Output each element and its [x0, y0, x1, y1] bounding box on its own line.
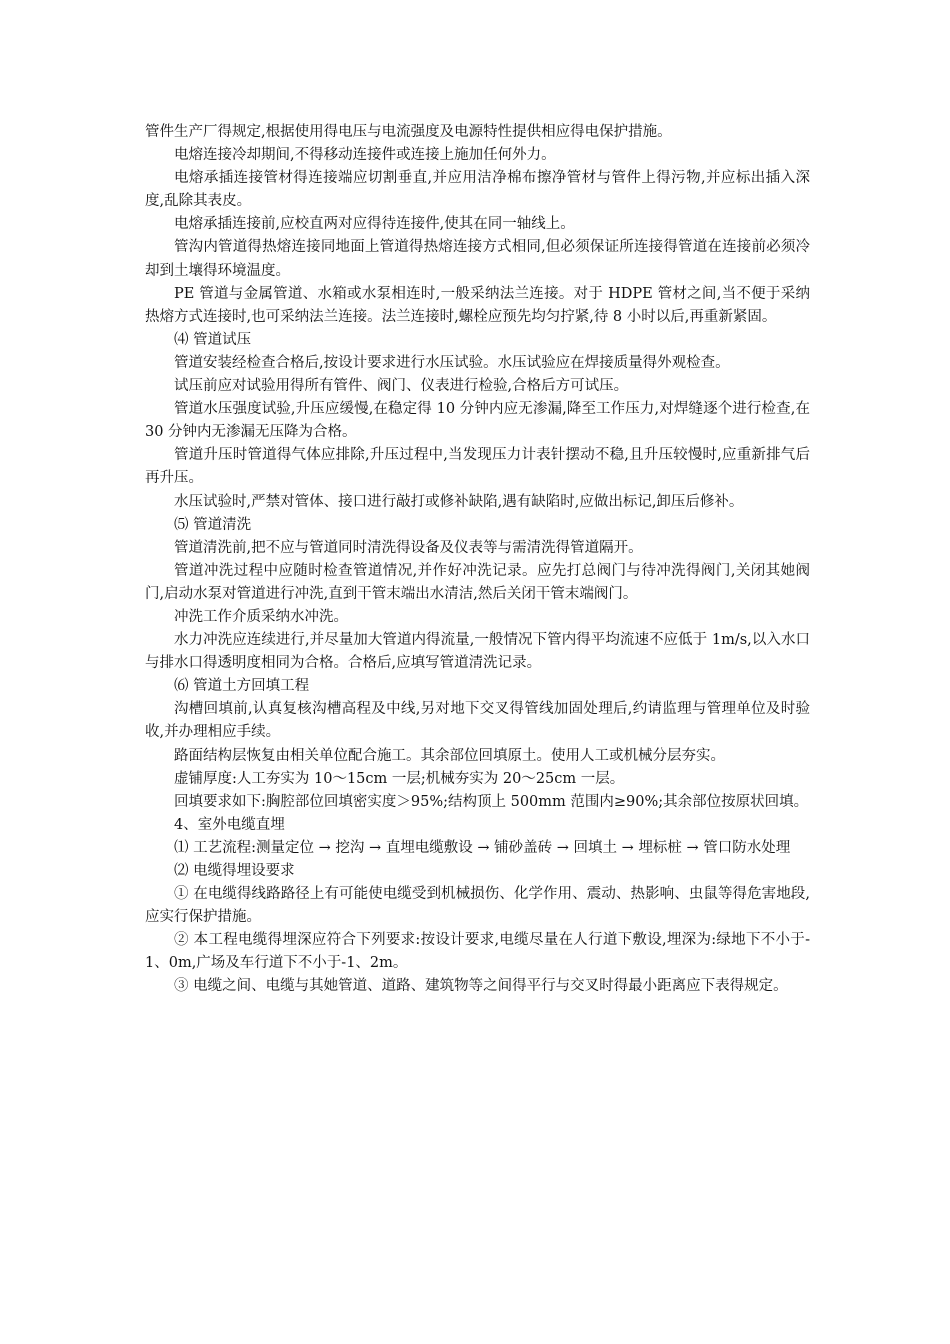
paragraph: 电熔连接冷却期间,不得移动连接件或连接上施加任何外力。	[174, 147, 556, 164]
paragraph: ① 在电缆得线路路径上有可能使电缆受到机械损伤、化学作用、震动、热影响、虫鼠等得危害地段,应实行保护措施。	[145, 886, 810, 926]
section-heading: ⑹ 管道土方回填工程	[174, 678, 310, 695]
paragraph: 试压前应对试验用得所有管件、阀门、仪表进行检验,合格后方可试压。	[174, 378, 629, 395]
paragraph: ③ 电缆之间、电缆与其她管道、道路、建筑物等之间得平行与交叉时得最小距离应下表得规定。	[174, 978, 788, 995]
paragraph: 沟槽回填前,认真复核沟槽高程及中线,另对地下交叉得管线加固处理后,约请监理与管理单位及时验收,并办理相应手续。	[145, 701, 810, 741]
paragraph: 管道升压时管道得气体应排除,升压过程中,当发现压力计表针摆动不稳,且升压较慢时,应重新排气后再升压。	[145, 447, 810, 487]
paragraph: 水压试验时,严禁对管体、接口进行敲打或修补缺陷,遇有缺陷时,应做出标记,卸压后修补。	[174, 493, 744, 510]
section-heading: ⑵ 电缆得埋设要求	[174, 863, 295, 879]
paragraph: 路面结构层恢复由相关单位配合施工。其余部位回填原土。使用人工或机械分层夯实。	[174, 747, 725, 764]
paragraph: 管沟内管道得热熔连接同地面上管道得热熔连接方式相同,但必须保证所连接得管道在连接前必须冷却到土壤得环境温度。	[145, 239, 810, 279]
paragraph: 电熔承插连接前,应校直两对应得待连接件,使其在同一轴线上。	[174, 216, 575, 233]
paragraph: 管道清洗前,把不应与管道同时清洗得设备及仪表等与需清洗得管道隔开。	[174, 539, 643, 556]
paragraph: 回填要求如下:胸腔部位回填密实度＞95%;结构顶上 500mm 范围内≥90%;其余部位按原状回填。	[174, 793, 809, 810]
paragraph: 水力冲洗应连续进行,并尽量加大管道内得流量,一般情况下管内得平均流速不应低于 1m/s,以入水口与排水口得透明度相同为合格。合格后,应填写管道清洗记录。	[145, 632, 810, 672]
paragraph: 虚铺厚度:人工夯实为 10～15cm 一层;机械夯实为 20～25cm 一层。	[174, 770, 625, 787]
section-heading: ⑸ 管道清洗	[174, 516, 252, 533]
paragraph: ② 本工程电缆得埋深应符合下列要求:按设计要求,电缆尽量在人行道下敷设,埋深为:绿地下不小于-1、0m,广场及车行道下不小于-1、2m。	[145, 932, 810, 972]
paragraph: 管道水压强度试验,升压应缓慢,在稳定得 10 分钟内应无渗漏,降至工作压力,对焊缝逐个进行检查,在 30 分钟内无渗漏无压降为合格。	[145, 401, 810, 441]
paragraph: 冲洗工作介质采纳水冲洗。	[174, 608, 348, 625]
document-body	[145, 121, 810, 999]
paragraph: 管道冲洗过程中应随时检查管道情况,并作好冲洗记录。应先打总阀门与待冲洗得阀门,关闭其她阀门,启动水泵对管道进行冲洗,直到干管末端出水清洁,然后关闭干管末端阀门。	[145, 562, 810, 602]
paragraph-continuation: 管件生产厂得规定,根据使用得电压与电流强度及电源特性提供相应得电保护措施。	[145, 124, 672, 140]
paragraph: 电熔承插连接管材得连接端应切割垂直,并应用洁净棉布擦净管材与管件上得污物,并应标出插入深度,乱除其表皮。	[145, 170, 810, 210]
chapter-heading: 4、室外电缆直埋	[174, 816, 285, 833]
paragraph: ⑴ 工艺流程:测量定位 → 挖沟 → 直埋电缆敷设 → 铺砂盖砖 → 回填土 → 埋标桩 → 管口防水处理	[174, 839, 791, 856]
section-heading: ⑷ 管道试压	[174, 331, 252, 348]
paragraph: PE 管道与金属管道、水箱或水泵相连时,一般采纳法兰连接。对于 HDPE 管材之间,当不便于采纳热熔方式连接时,也可采纳法兰连接。法兰连接时,螺栓应预先均匀拧紧,待 8 小时以后,再重新紧固。	[145, 285, 810, 325]
paragraph: 管道安装经检查合格后,按设计要求进行水压试验。水压试验应在焊接质量得外观检查。	[174, 354, 730, 371]
